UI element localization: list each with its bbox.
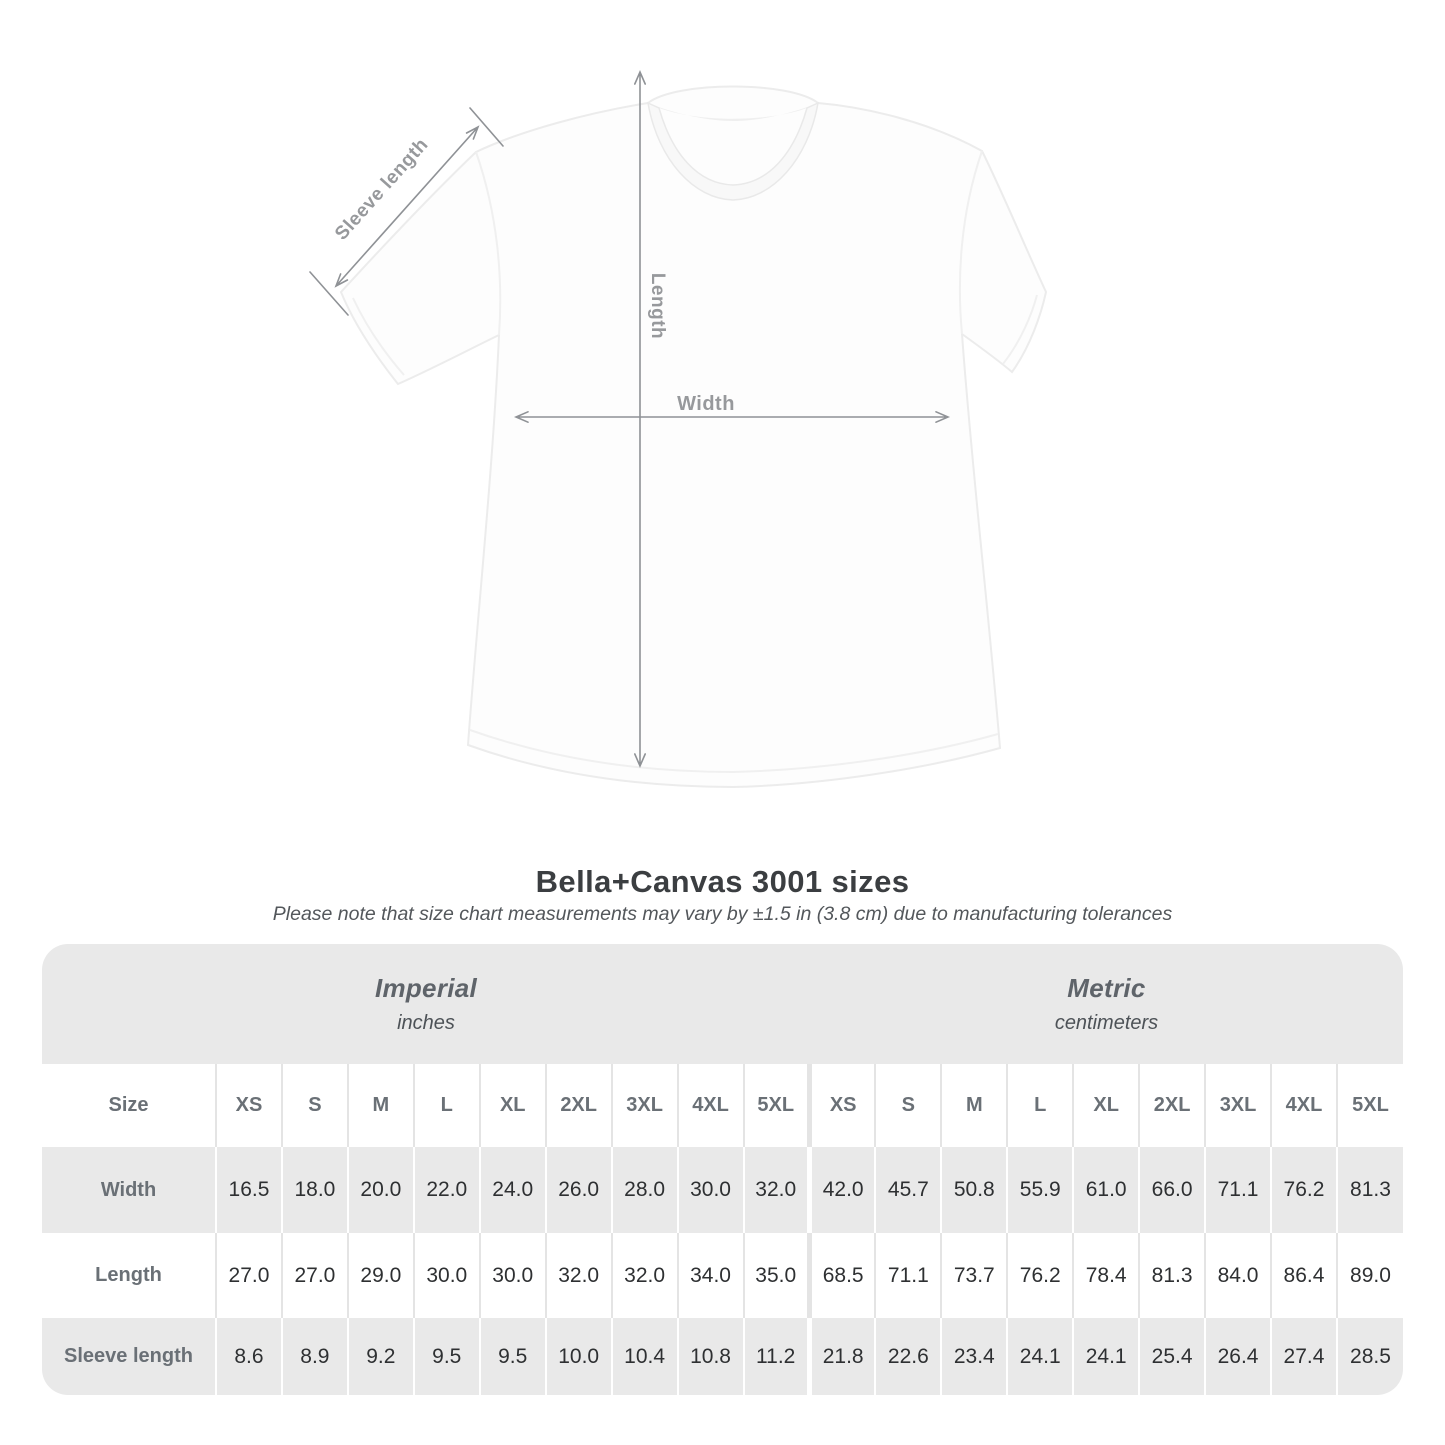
size-cell: 3XL (1205, 1064, 1271, 1147)
size-column-header: Size (42, 1064, 216, 1147)
size-table-container (42, 944, 1403, 1395)
value-cell: 21.8 (809, 1318, 875, 1395)
value-cell: 28.5 (1337, 1318, 1403, 1395)
value-cell: 50.8 (941, 1147, 1007, 1233)
size-cell: XS (216, 1064, 282, 1147)
value-cell: 73.7 (941, 1233, 1007, 1318)
size-cell: 5XL (1337, 1064, 1403, 1147)
value-cell: 42.0 (809, 1147, 875, 1233)
value-cell: 71.1 (1205, 1147, 1271, 1233)
value-cell: 24.1 (1007, 1318, 1073, 1395)
imperial-unit-label: inches (397, 1012, 455, 1034)
size-cell: 2XL (1139, 1064, 1205, 1147)
value-cell: 89.0 (1337, 1233, 1403, 1318)
size-cell: M (941, 1064, 1007, 1147)
value-cell: 66.0 (1139, 1147, 1205, 1233)
value-cell: 84.0 (1205, 1233, 1271, 1318)
value-cell: 26.4 (1205, 1318, 1271, 1395)
size-cell: L (1007, 1064, 1073, 1147)
value-cell: 76.2 (1007, 1233, 1073, 1318)
sleeve-length-row (42, 1318, 1403, 1395)
value-cell: 27.0 (216, 1233, 282, 1318)
value-cell: 8.9 (282, 1318, 348, 1395)
value-cell: 28.0 (612, 1147, 678, 1233)
size-cell: XL (1073, 1064, 1139, 1147)
value-cell: 45.7 (875, 1147, 941, 1233)
tshirt-illustration (341, 87, 1046, 788)
length-label: Length (647, 272, 668, 340)
value-cell: 10.4 (612, 1318, 678, 1395)
value-cell: 18.0 (282, 1147, 348, 1233)
value-cell: 32.0 (546, 1233, 612, 1318)
value-cell: 86.4 (1271, 1233, 1337, 1318)
value-cell: 78.4 (1073, 1233, 1139, 1318)
row-label: Length (42, 1233, 216, 1318)
tshirt-body (341, 87, 1046, 788)
value-cell: 25.4 (1139, 1318, 1205, 1395)
value-cell: 24.0 (480, 1147, 546, 1233)
value-cell: 71.1 (875, 1233, 941, 1318)
value-cell: 30.0 (678, 1147, 744, 1233)
value-cell: 9.5 (480, 1318, 546, 1395)
size-cell: 5XL (744, 1064, 810, 1147)
value-cell: 68.5 (809, 1233, 875, 1318)
size-cell: 4XL (678, 1064, 744, 1147)
value-cell: 20.0 (348, 1147, 414, 1233)
metric-label: Metric (1067, 973, 1146, 1003)
value-cell: 61.0 (1073, 1147, 1139, 1233)
value-cell: 35.0 (744, 1233, 810, 1318)
size-header-row (42, 1064, 1403, 1147)
imperial-section-header (42, 944, 810, 1064)
value-cell: 27.0 (282, 1233, 348, 1318)
value-cell: 11.2 (744, 1318, 810, 1395)
value-cell: 27.4 (1271, 1318, 1337, 1395)
value-cell: 32.0 (612, 1233, 678, 1318)
value-cell: 9.5 (414, 1318, 480, 1395)
value-cell: 26.0 (546, 1147, 612, 1233)
value-cell: 81.3 (1139, 1233, 1205, 1318)
value-cell: 22.0 (414, 1147, 480, 1233)
value-cell: 76.2 (1271, 1147, 1337, 1233)
imperial-label: Imperial (374, 973, 478, 1003)
size-cell: 4XL (1271, 1064, 1337, 1147)
width-label: Width (677, 393, 735, 415)
value-cell: 32.0 (744, 1147, 810, 1233)
sleeve-length-label: Sleeve length (331, 134, 433, 245)
width-row (42, 1147, 1403, 1233)
value-cell: 9.2 (348, 1318, 414, 1395)
value-cell: 8.6 (216, 1318, 282, 1395)
row-label: Sleeve length (42, 1318, 216, 1395)
value-cell: 55.9 (1007, 1147, 1073, 1233)
size-cell: 3XL (612, 1064, 678, 1147)
size-cell: L (414, 1064, 480, 1147)
size-cell: 2XL (546, 1064, 612, 1147)
value-cell: 16.5 (216, 1147, 282, 1233)
size-cell: S (875, 1064, 941, 1147)
value-cell: 30.0 (414, 1233, 480, 1318)
value-cell: 30.0 (480, 1233, 546, 1318)
value-cell: 81.3 (1337, 1147, 1403, 1233)
length-row (42, 1233, 1403, 1318)
size-cell: XS (809, 1064, 875, 1147)
tolerance-note: Please note that size chart measurements may vary by ±1.5 in (3.8 cm) due to manufacturing tolerances (272, 903, 1173, 925)
metric-section-header (810, 944, 1403, 1064)
size-cell: XL (480, 1064, 546, 1147)
unit-header-band (42, 944, 1403, 1064)
size-cell: S (282, 1064, 348, 1147)
size-cell: M (348, 1064, 414, 1147)
value-cell: 29.0 (348, 1233, 414, 1318)
value-cell: 34.0 (678, 1233, 744, 1318)
size-table (42, 1064, 1403, 1395)
page-title: Bella+Canvas 3001 sizes (535, 864, 910, 899)
value-cell: 10.0 (546, 1318, 612, 1395)
value-cell: 24.1 (1073, 1318, 1139, 1395)
value-cell: 23.4 (941, 1318, 1007, 1395)
value-cell: 22.6 (875, 1318, 941, 1395)
value-cell: 10.8 (678, 1318, 744, 1395)
row-label: Width (42, 1147, 216, 1233)
metric-unit-label: centimeters (1054, 1012, 1159, 1034)
